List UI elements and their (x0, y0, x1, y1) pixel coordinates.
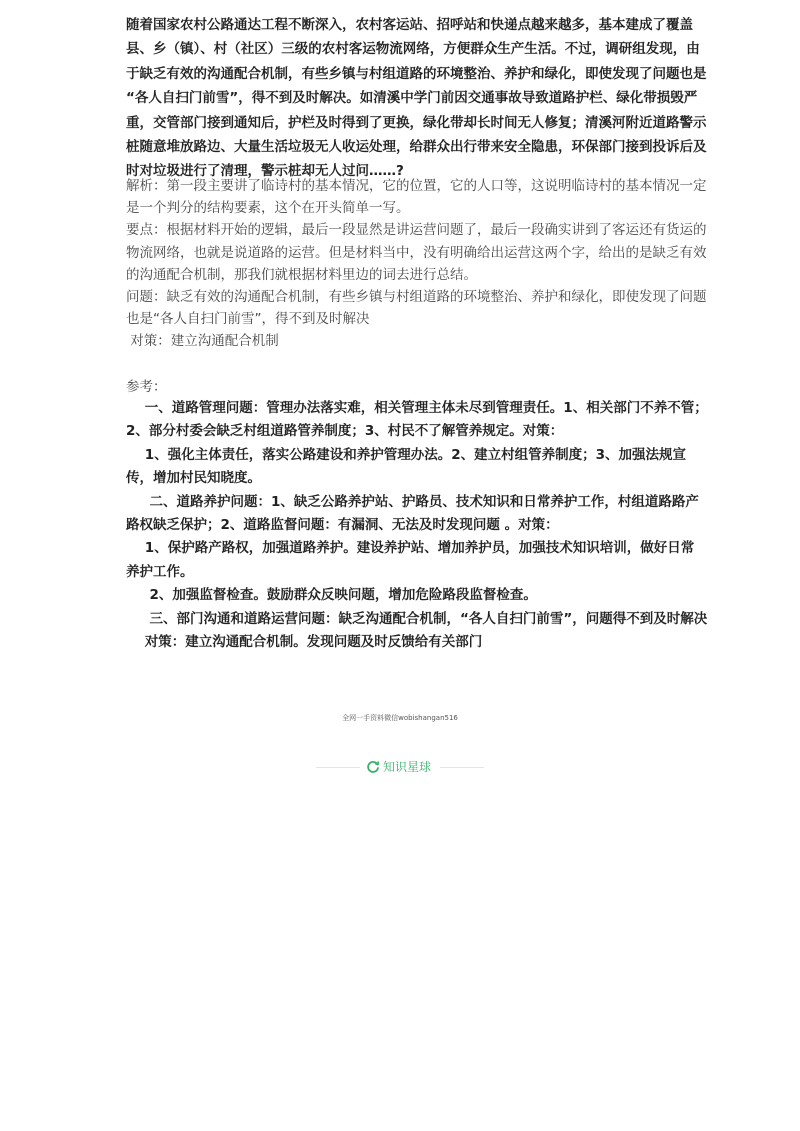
analysis-line: 要点：根据材料开始的逻辑，最后一段显然是讲运营问题了，最后一段确实讲到了客运还有货运的 (126, 222, 707, 239)
reference-line: 一、道路管理问题：管理办法落实难，相关管理主体未尽到管理责任。1、相关部门不养不管； (126, 400, 708, 416)
analysis-line: 的沟通配合机制，那我们就根据材料里边的词去进行总结。 (126, 266, 477, 283)
intro-paragraph (126, 13, 707, 184)
analysis-line: 对策：建立沟通配合机制 (126, 333, 279, 350)
intro-line: 重，交管部门接到通知后，护栏及时得到了更换，绿化带却长时间无人修复；清溪河附近道路警示 (126, 114, 707, 131)
reference-line: 养护工作。 (126, 563, 194, 580)
reference-line: 1、保护路产路权，加强道路养护。建设养护站、增加养护员，加强技术知识培训，做好日常 (126, 540, 695, 557)
reference-line: 2、部分村委会缺乏村组道路管养制度；3、村民不了解管养规定。对策： (126, 423, 564, 440)
analysis-line: 问题：缺乏有效的沟通配合机制，有些乡镇与村组道路的环境整治、养护和绿化，即使发现了问题 (126, 289, 707, 306)
footer-credit: 全网一手资料微信wobishangan516 (342, 714, 458, 722)
reference-line: 二、道路养护问题：1、缺乏公路养护站、护路员、技术知识和日常养护工作，村组道路路产 (126, 493, 699, 510)
divider-right (440, 767, 484, 768)
analysis-line: 解析：第一段主要讲了临诗村的基本情况，它的位置，它的人口等，这说明临诗村的基本情况一定 (126, 178, 707, 194)
divider-left (316, 767, 360, 768)
reference-line: 2、加强监督检查。鼓励群众反映问题，增加危险路段监督检查。 (126, 587, 537, 604)
reference-section (126, 397, 708, 654)
reference-line: 三、部门沟通和道路运营问题：缺乏沟通配合机制，“各人自扫门前雪”，问题得不到及时解决 (126, 610, 708, 627)
reference-line: 传，增加村民知晓度。 (126, 470, 261, 487)
analysis-line: 也是“各人自扫门前雪”，得不到及时解决 (126, 311, 370, 328)
analysis-line: 是一个判分的结构要素，这个在开头简单一写。 (126, 200, 410, 217)
intro-line: 于缺乏有效的沟通配合机制，有些乡镇与村组道路的环境整治、养护和绿化，即使发现了问题也是 (126, 65, 707, 82)
refresh-ring-icon (366, 760, 380, 774)
intro-line: 时对垃圾进行了清理，警示桩却无人过问……? (126, 163, 404, 180)
intro-line: “各人自扫门前雪”，得不到及时解决。如清溪中学门前因交通事故导致道路护栏、绿化带损毁严 (126, 90, 698, 107)
analysis-section (126, 175, 707, 353)
reference-line: 对策：建立沟通配合机制。发现问题及时反馈给有关部门 (126, 634, 483, 651)
intro-line: 随着国家农村公路通达工程不断深入，农村客运站、招呼站和快递点越来越多，基本建成了覆盖 (126, 17, 693, 33)
brand-name: 知识星球 (383, 760, 432, 774)
intro-line: 县、乡（镇）、村（社区）三级的农村客运物流网络，方便群众生产生活。不过，调研组发现，由 (126, 41, 700, 58)
reference-label: 参考： (126, 379, 167, 395)
intro-line: 桩随意堆放路边、大量生活垃圾无人收运处理，给群众出行带来安全隐患，环保部门接到投诉后及 (126, 139, 707, 156)
reference-line: 1、强化主体责任，落实公路建设和养护管理办法。2、建立村组管养制度；3、加强法规宣 (126, 446, 686, 463)
brand-logo (366, 758, 434, 776)
reference-line: 路权缺乏保护；2、道路监督问题：有漏洞、无法及时发现问题 。对策： (126, 517, 559, 534)
brand-footer (316, 757, 484, 777)
analysis-line: 物流网络，也就是说道路的运营。但是材料当中，没有明确给出运营这两个字，给出的是缺乏有效 (126, 244, 707, 261)
